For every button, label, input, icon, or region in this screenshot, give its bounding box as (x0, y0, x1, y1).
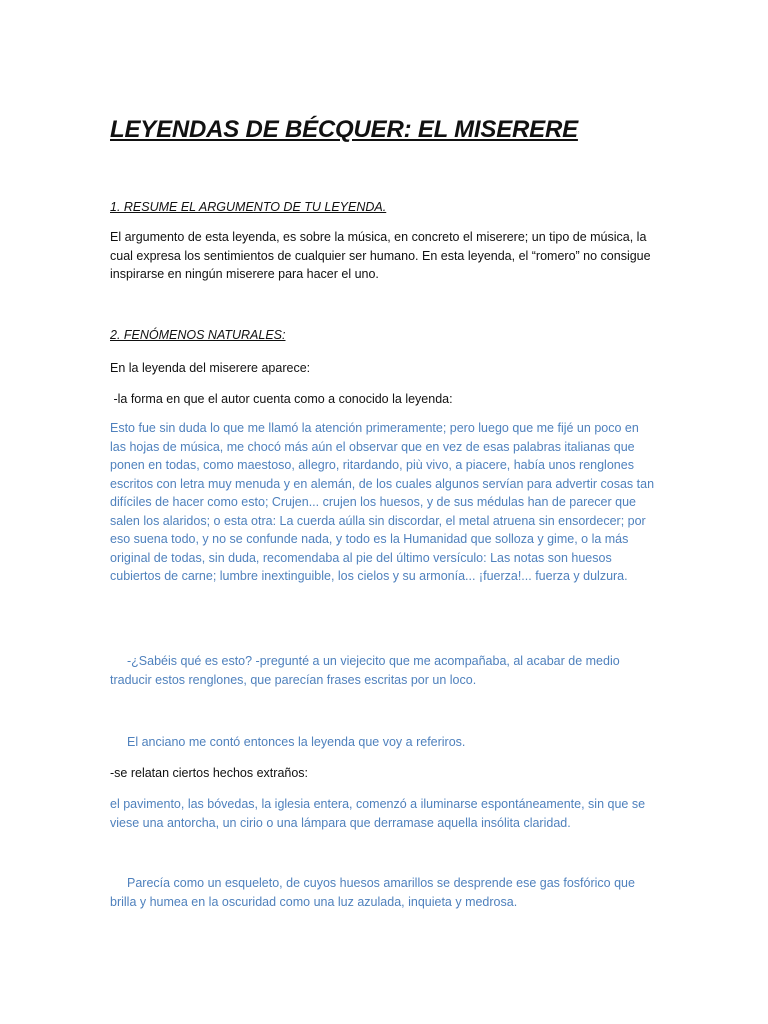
section1-paragraph: El argumento de esta leyenda, es sobre la música, en concreto el miserere; un tipo de música, la cual expresa los sentimientos de cualquier ser humano. En esta leyenda, el “romero” no consigue inspirarse en ningún miserere para hacer el uno. (110, 230, 651, 281)
point-author-narration: -la forma en que el autor cuenta como a conocido la leyenda: (110, 392, 453, 406)
quote-legend-told: El anciano me contó entonces la leyenda que voy a referiros. (127, 735, 466, 749)
quote-old-man-question: -¿Sabéis qué es esto? -pregunté a un viejecito que me acompañaba, al acabar de medio traducir estos renglones, que parecían frases escritas por un loco. (110, 654, 620, 687)
quote-church-lighting: el pavimento, las bóvedas, la iglesia entera, comenzó a iluminarse espontáneamente, sin que se viese una antorcha, un cirio o una lámpara que derramase aquella insólita claridad. (110, 797, 646, 830)
quote-music-sheets: Esto fue sin duda lo que me llamó la atención primeramente; pero luego que me fijé un poco en las hojas de música, me chocó más aún el observar que en vez de esas palabras italianas que ponen en todas, como maestoso, allegro, ritardando, più vivo, a piacere, había unos renglones escritos con letra muy menuda y en alemán, de los cuales algunos servían para advertir cosas tan difíciles de hacer como esto; Crujen... crujen los huesos, y de sus médulas han de parecer que salen los alaridos; o esta otra: La cuerda aúlla sin discordar, el metal atruena sin ensordecer; por eso suena todo, y no se confunde nada, y todo es la Humanidad que solloza y gime, o la más original de todas, sin duda, recomendaba al pie del último versículo: Las notas son huesos cubiertos de carne; lumbre inextinguible, los cielos y su armonía... ¡fuerza!... fuerza y dulzura. (110, 421, 655, 583)
section1-heading: 1. RESUME EL ARGUMENTO DE TU LEYENDA. (110, 200, 387, 214)
section2-intro: En la leyenda del miserere aparece: (110, 361, 311, 375)
point-strange-events: -se relatan ciertos hechos extraños: (110, 766, 309, 780)
document-title: LEYENDAS DE BÉCQUER: EL MISERERE (110, 116, 578, 143)
quote-skeleton: Parecía como un esqueleto, de cuyos huesos amarillos se desprende ese gas fosfórico que brilla y humea en la oscuridad como una luz azulada, inquieta y medrosa. (110, 876, 635, 909)
section2-heading: 2. FENÓMENOS NATURALES: (110, 328, 286, 342)
